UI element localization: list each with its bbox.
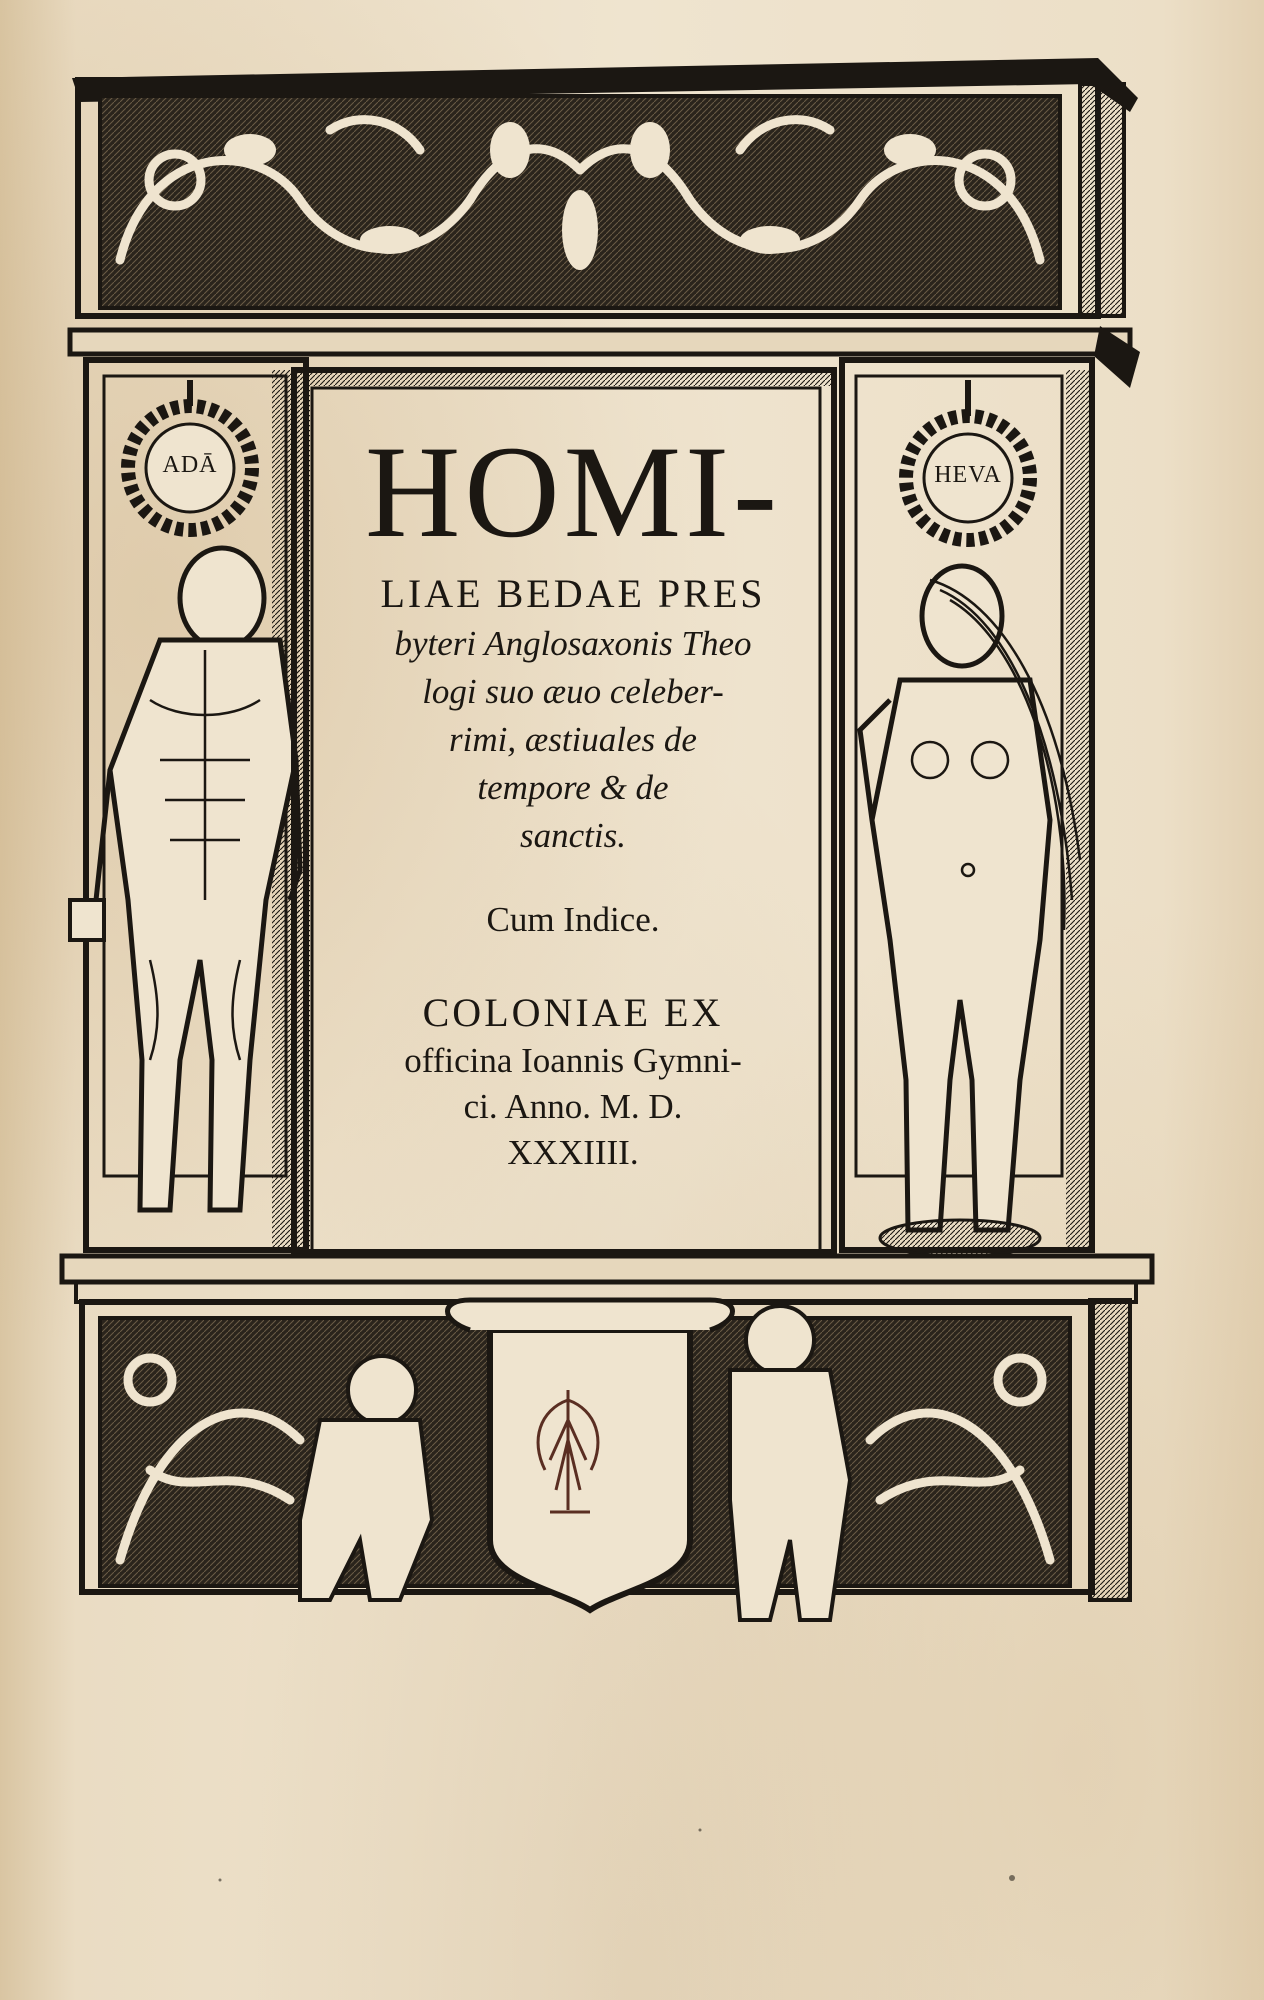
roundel-adam: ADĀ [162, 452, 218, 478]
title-line-6: sanctis. [520, 816, 626, 855]
index-note: Cum Indice. [486, 900, 660, 939]
title-block [318, 400, 828, 1250]
right-pillar [842, 360, 1094, 1256]
title-line-2: byteri Anglosaxonis Theo [394, 624, 752, 663]
left-pillar [70, 360, 306, 1250]
top-lintel [72, 58, 1138, 316]
imprint-line-3: XXXIIII. [507, 1133, 639, 1172]
imprint-line-2: ci. Anno. M. D. [463, 1087, 683, 1126]
title-line-4: rimi, æstiuales de [449, 720, 697, 759]
title-line-1: LIAE BEDAE PRES [380, 571, 766, 616]
imprint-line-1: officina Ioannis Gymni- [404, 1041, 742, 1080]
bottom-panel [82, 1300, 1130, 1620]
imprint-place: COLONIAE EX [422, 990, 724, 1035]
title-line-3: logi suo æuo celeber- [422, 672, 724, 711]
base-moulding [62, 1256, 1152, 1302]
title-heading: HOMI- [365, 418, 781, 565]
title-line-5: tempore & de [477, 768, 669, 807]
roundel-eve: HEVA [934, 462, 1002, 488]
